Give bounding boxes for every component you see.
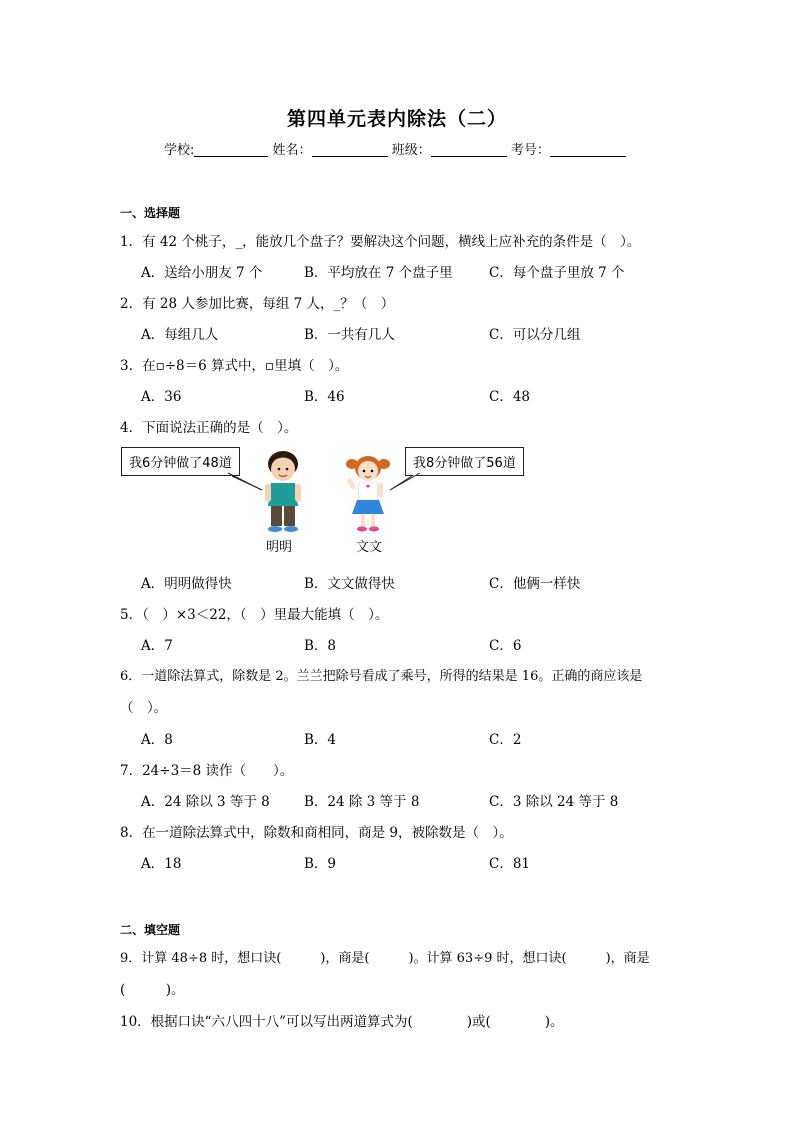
- q1-option-a[interactable]: A．送给小朋友 7 个: [141, 265, 263, 281]
- question-9-continued: ( )。: [120, 982, 185, 998]
- q4-option-c[interactable]: C．他俩一样快: [489, 576, 581, 592]
- q8-option-b[interactable]: B．9: [304, 856, 337, 872]
- question-3: 3．在▫÷8＝6 算式中，▫里填（ ）。: [120, 358, 349, 374]
- class-label: 班级：: [391, 143, 431, 158]
- q2-option-c[interactable]: C．可以分几组: [489, 327, 581, 343]
- q8-option-c[interactable]: C．81: [489, 856, 531, 872]
- boy-illustration-icon: [258, 450, 308, 535]
- question-1: 1．有 42 个桃子，_，能放几个盘子？要解决这个问题，横线上应补充的条件是（ ）。: [120, 234, 641, 250]
- q4-option-b[interactable]: B．文文做得快: [304, 576, 395, 592]
- question-2: 2．有 28 人参加比赛，每组 7 人，_？（ ）: [120, 296, 395, 312]
- speech-bubble-girl: 我8分钟做了56道: [405, 447, 524, 476]
- q7-option-b[interactable]: B．24 除 3 等于 8: [304, 794, 420, 810]
- q7-option-c[interactable]: C．3 除以 24 等于 8: [489, 794, 619, 810]
- q5-option-a[interactable]: A．7: [141, 638, 173, 654]
- school-label: 学校:: [164, 143, 195, 158]
- q4-option-a[interactable]: A．明明做得快: [141, 576, 232, 592]
- q3-option-c[interactable]: C．48: [489, 389, 531, 405]
- q6-option-c[interactable]: C．2: [489, 732, 522, 748]
- q2-option-a[interactable]: A．每组几人: [141, 327, 219, 343]
- question-9: 9．计算 48÷8 时，想口诀( )，商是( )。计算 63÷9 时，想口诀( )，商是: [120, 951, 650, 966]
- q5-option-c[interactable]: C．6: [489, 638, 522, 654]
- section-heading-fill: 二、填空题: [120, 923, 181, 937]
- section-heading-choice: 一、选择题: [120, 206, 181, 220]
- q5-option-b[interactable]: B．8: [304, 638, 337, 654]
- q1-option-b[interactable]: B．平均放在 7 个盘子里: [304, 265, 453, 281]
- question-6-continued: （ ）。: [120, 700, 168, 716]
- q8-option-a[interactable]: A．18: [141, 856, 182, 872]
- question-7: 7．24÷3＝8 读作（ ）。: [120, 763, 294, 779]
- question-8: 8．在一道除法算式中，除数和商相同，商是 9，被除数是（ ）。: [120, 825, 513, 841]
- q1-option-c[interactable]: C．每个盘子里放 7 个: [489, 265, 625, 281]
- q6-option-a[interactable]: A．8: [141, 732, 173, 748]
- q6-option-b[interactable]: B．4: [304, 732, 337, 748]
- exam-no-label: 考号：: [510, 143, 550, 158]
- name-label: 姓名：: [272, 143, 312, 158]
- speech-bubble-boy: 我6分钟做了48道: [121, 447, 240, 476]
- q3-option-a[interactable]: A．36: [141, 389, 182, 405]
- question-5: 5．（ ）×3＜22，（ ）里最大能填（ ）。: [120, 607, 389, 623]
- q2-option-b[interactable]: B．一共有几人: [304, 327, 395, 343]
- label-boy-name: 明明: [266, 540, 293, 555]
- q3-option-b[interactable]: B．46: [304, 389, 345, 405]
- question-10: 10．根据口诀“六八四十八”可以写出两道算式为( )或( )。: [120, 1014, 564, 1030]
- girl-illustration-icon: [343, 450, 393, 535]
- q7-option-a[interactable]: A．24 除以 3 等于 8: [141, 794, 270, 810]
- page-title: 第四单元表内除法（二）: [286, 108, 507, 130]
- question-4: 4．下面说法正确的是（ ）。: [120, 420, 298, 436]
- label-girl-name: 文文: [356, 540, 383, 555]
- question-6: 6．一道除法算式，除数是 2。兰兰把除号看成了乘号，所得的结果是 16。正确的商应该是: [120, 669, 643, 684]
